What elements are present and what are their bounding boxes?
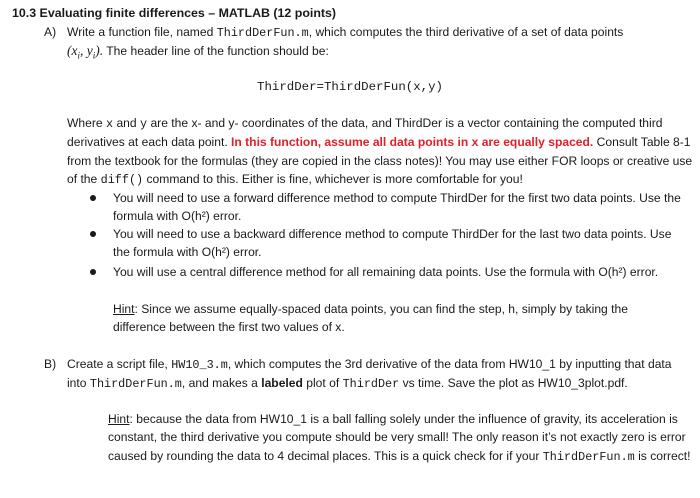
function-header-line: ThirdDer=ThirdDerFun(x,y) [257,80,443,94]
part-b-label: B) [44,357,57,371]
section-heading: 10.3 Evaluating finite differences – MATLAB (12 points) [12,6,337,20]
equal-spacing-note: In this function, assume all data points in x are equally spaced. [231,135,594,150]
bullet-backward-difference: You will need to use a backward difference method to compute ThirdDer for the last two data points. Use the formula with O(h²) error. [113,227,672,260]
part-a-label: A) [44,25,57,39]
function-filename: ThirdDerFun.m [216,26,309,40]
part-b-description: Create a script file, HW10_3.m, which computes the 3rd derivative of the data from HW10_1 by inputting that data into ThirdDerFun.m, and makes a labeled plot of ThirdDer vs time. Save the plot as HW10_3plot.pdf. [67,357,672,392]
part-a-hint: Hint: Since we assume equally-spaced data points, you can find the step, h, simply by taking the difference between the first two values of x. [113,302,628,335]
data-points-notation: ($x_i$, $y_i$). [67,43,104,61]
bullet-forward-difference: You will need to use a forward difference method to compute ThirdDer for the first two data points. Use the formula with O(h²) error. [113,191,681,224]
part-a-intro: Write a function file, named ThirdDerFun.m, which computes the third derivative of a set of data points ($x_i$, $y_i$). The header line of the function should be: [67,25,624,61]
bullet-central-difference: You will use a central difference method for all remaining data points. Use the formula with O(h²) error. [113,265,659,279]
script-filename: HW10_3.m [171,358,228,372]
part-a-description: Where x and y are the x- and y- coordinates of the data, and ThirdDer is a vector containing the computed third derivatives at each data point. In this function, assume all data points in x are equally spaced. Consult Table 8-1 from the textbook for the formulas (they are copied in the class notes)! You may use either FOR loops or creative use of the diff() command to this. Either is fine, whichever is more comfortable for you! [67,116,693,187]
part-b-hint: Hint: because the data from HW10_1 is a ball falling solely under the influence of gravity, its acceleration is constant, the third derivative you compute should be very small! The only reason it’s not exactly zero is error caused by rounding the data to 4 decimal places. This is a quick check for if your ThirdDerFun.m is correct! [108,412,691,464]
